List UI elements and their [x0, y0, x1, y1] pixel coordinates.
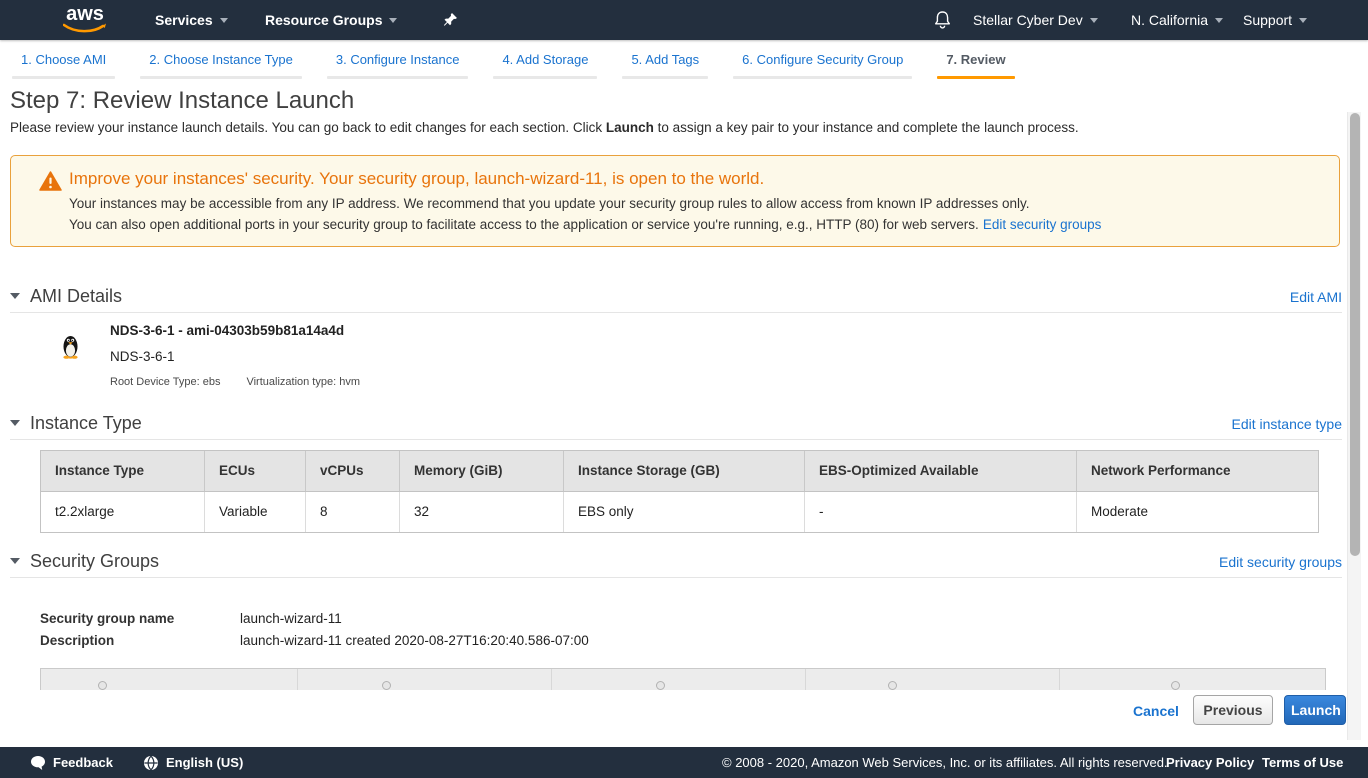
security-warning-box [10, 155, 1340, 247]
table-cell: EBS only [564, 492, 805, 532]
wizard-action-bar [0, 690, 1346, 747]
terms-of-use-link[interactable]: Terms of Use [1262, 755, 1344, 770]
ami-root-device: Root Device Type: ebs [110, 376, 221, 388]
aws-logo-text: aws [66, 3, 104, 25]
table-header-cell: Network Performance [1091, 463, 1231, 478]
copyright-text: © 2008 - 2020, Amazon Web Services, Inc. or its affiliates. All rights reserved. [722, 755, 1168, 770]
table-cell: Moderate [1091, 504, 1149, 519]
field-label: Security group name [40, 611, 175, 626]
tab-step-7-review[interactable] [937, 40, 1014, 81]
instance-type-table-header-row [41, 451, 1318, 492]
nav-services[interactable] [155, 0, 228, 40]
nav-support-menu[interactable] [1243, 0, 1307, 40]
ami-virtualization: Virtualization type: hvm [246, 376, 360, 388]
chevron-down-icon [1090, 18, 1098, 23]
page-title: Step 7: Review Instance Launch [10, 87, 355, 114]
collapse-triangle-icon[interactable] [10, 558, 20, 564]
table-header-cell: ECUs [205, 451, 306, 491]
security-groups-section-title: Security Groups [30, 551, 160, 571]
table-cell: 8 [306, 492, 400, 532]
page-subtitle [10, 120, 1079, 135]
tab-step-2-choose-instance-type[interactable] [140, 40, 302, 81]
security-groups-section-header [10, 551, 1342, 578]
cancel-link[interactable]: Cancel [1133, 703, 1179, 719]
chevron-down-icon [220, 18, 228, 23]
feedback-button[interactable]: Feedback [53, 755, 113, 770]
table-header-cell: vCPUs [306, 451, 400, 491]
tab-step-4-add-storage[interactable] [493, 40, 597, 81]
instance-type-section-header [10, 413, 1342, 440]
warning-line-1: Your instances may be accessible from any IP address. We recommend that you update your security group rules to allow access from known IP addresses only. [69, 196, 1030, 211]
collapse-triangle-icon[interactable] [10, 420, 20, 426]
collapse-triangle-icon[interactable] [10, 293, 20, 299]
scrollbar-thumb[interactable] [1350, 113, 1360, 556]
field-label: Description [40, 633, 115, 648]
bell-icon[interactable] [933, 10, 952, 30]
warning-title: Improve your instances' security. Your security group, launch-wizard-11, is open to the world. [69, 169, 765, 188]
table-cell: - [805, 492, 1077, 532]
tab-step-3-configure-instance[interactable] [327, 40, 469, 81]
nav-resource-groups-label: Resource Groups [265, 12, 383, 28]
info-circle-icon [1171, 681, 1180, 690]
security-group-fields [40, 608, 589, 652]
subtitle-launch-bold: Launch [605, 120, 654, 135]
chevron-down-icon [1215, 18, 1223, 23]
pushpin-icon[interactable] [443, 12, 458, 28]
subtitle-text: to assign a key pair to your instance and complete the launch process. [653, 120, 1079, 135]
table-header-cell: EBS-Optimized Available [805, 451, 1077, 491]
tab-step-1-choose-ami[interactable] [12, 40, 115, 81]
edit-ami-link[interactable]: Edit AMI [1289, 289, 1342, 305]
edit-security-groups-link[interactable]: Edit security groups [982, 217, 1102, 232]
tab-label: 5. Add Tags [631, 52, 700, 67]
ami-id-title: NDS-3-6-1 - ami-04303b59b81a14a4d [110, 323, 345, 338]
info-circle-icon [98, 681, 107, 690]
info-circle-icon [382, 681, 391, 690]
instance-type-table [40, 450, 1319, 533]
tab-label: 4. Add Storage [502, 52, 589, 67]
chevron-down-icon [1299, 18, 1307, 23]
ami-name: NDS-3-6-1 [110, 349, 175, 364]
nav-region-label: N. California [1131, 12, 1209, 28]
nav-region-menu[interactable] [1131, 0, 1223, 40]
security-group-name-row [40, 608, 589, 630]
globe-icon [143, 755, 159, 771]
linux-penguin-icon [61, 334, 80, 359]
aws-smile-icon [63, 23, 107, 34]
tab-underline [733, 76, 912, 79]
table-cell: 32 [400, 492, 564, 532]
tab-underline [140, 76, 302, 79]
table-header-cell: Instance Storage (GB) [564, 451, 805, 491]
warning-line-2 [69, 217, 1101, 232]
subtitle-text: Please review your instance launch details. You can go back to edit changes for each section. Click [10, 120, 606, 135]
nav-account-menu[interactable] [973, 0, 1098, 40]
top-navbar [0, 0, 1368, 40]
chevron-down-icon [389, 18, 397, 23]
tab-underline [622, 76, 708, 79]
edit-instance-type-link[interactable]: Edit instance type [1231, 416, 1342, 432]
tab-underline [12, 76, 115, 79]
warning-triangle-icon [39, 171, 62, 191]
edit-security-groups-section-link[interactable]: Edit security groups [1219, 554, 1342, 570]
warning-line-2-text: You can also open additional ports in your security group to facilitate access to the application or service you're running, e.g., HTTP (80) for web servers. [69, 217, 979, 232]
privacy-policy-link[interactable]: Privacy Policy [1166, 755, 1255, 770]
tab-label: 6. Configure Security Group [742, 52, 904, 67]
speech-bubble-icon [30, 755, 46, 771]
field-value: launch-wizard-11 created 2020-08-27T16:20:40.586-07:00 [240, 633, 589, 648]
table-cell: Variable [205, 492, 306, 532]
instance-type-table-row [41, 492, 1318, 532]
ami-details-section-header [10, 286, 1342, 313]
aws-logo[interactable] [62, 4, 108, 36]
tab-label: 2. Choose Instance Type [149, 52, 293, 67]
tab-underline-active [937, 76, 1014, 79]
launch-button[interactable]: Launch [1284, 695, 1346, 725]
ami-section-title: AMI Details [30, 286, 123, 306]
scrollbar-track[interactable] [1347, 112, 1361, 740]
tab-label: 3. Configure Instance [335, 52, 460, 67]
previous-button[interactable]: Previous [1193, 695, 1273, 725]
nav-services-label: Services [155, 12, 213, 28]
nav-resource-groups[interactable] [265, 0, 397, 40]
tab-step-6-configure-security-group[interactable] [733, 40, 912, 81]
nav-support-label: Support [1243, 12, 1293, 28]
nav-account-label: Stellar Cyber Dev [973, 12, 1083, 28]
ami-device-info [110, 376, 386, 388]
field-value: launch-wizard-11 [240, 611, 342, 626]
footer-bar [0, 747, 1368, 778]
table-cell: t2.2xlarge [41, 492, 205, 532]
tab-underline [327, 76, 469, 79]
tab-label: 1. Choose AMI [21, 52, 107, 67]
table-header-cell: Memory (GiB) [400, 451, 564, 491]
info-circle-icon [656, 681, 665, 690]
tab-label: 7. Review [946, 52, 1006, 67]
language-selector[interactable]: English (US) [166, 755, 244, 770]
instance-type-section-title: Instance Type [30, 413, 142, 433]
info-circle-icon [888, 681, 897, 690]
tab-step-5-add-tags[interactable] [622, 40, 708, 81]
tab-underline [493, 76, 597, 79]
security-group-description-row [40, 630, 589, 652]
wizard-step-tabs [0, 40, 1368, 81]
table-header-cell: Instance Type [41, 451, 205, 491]
